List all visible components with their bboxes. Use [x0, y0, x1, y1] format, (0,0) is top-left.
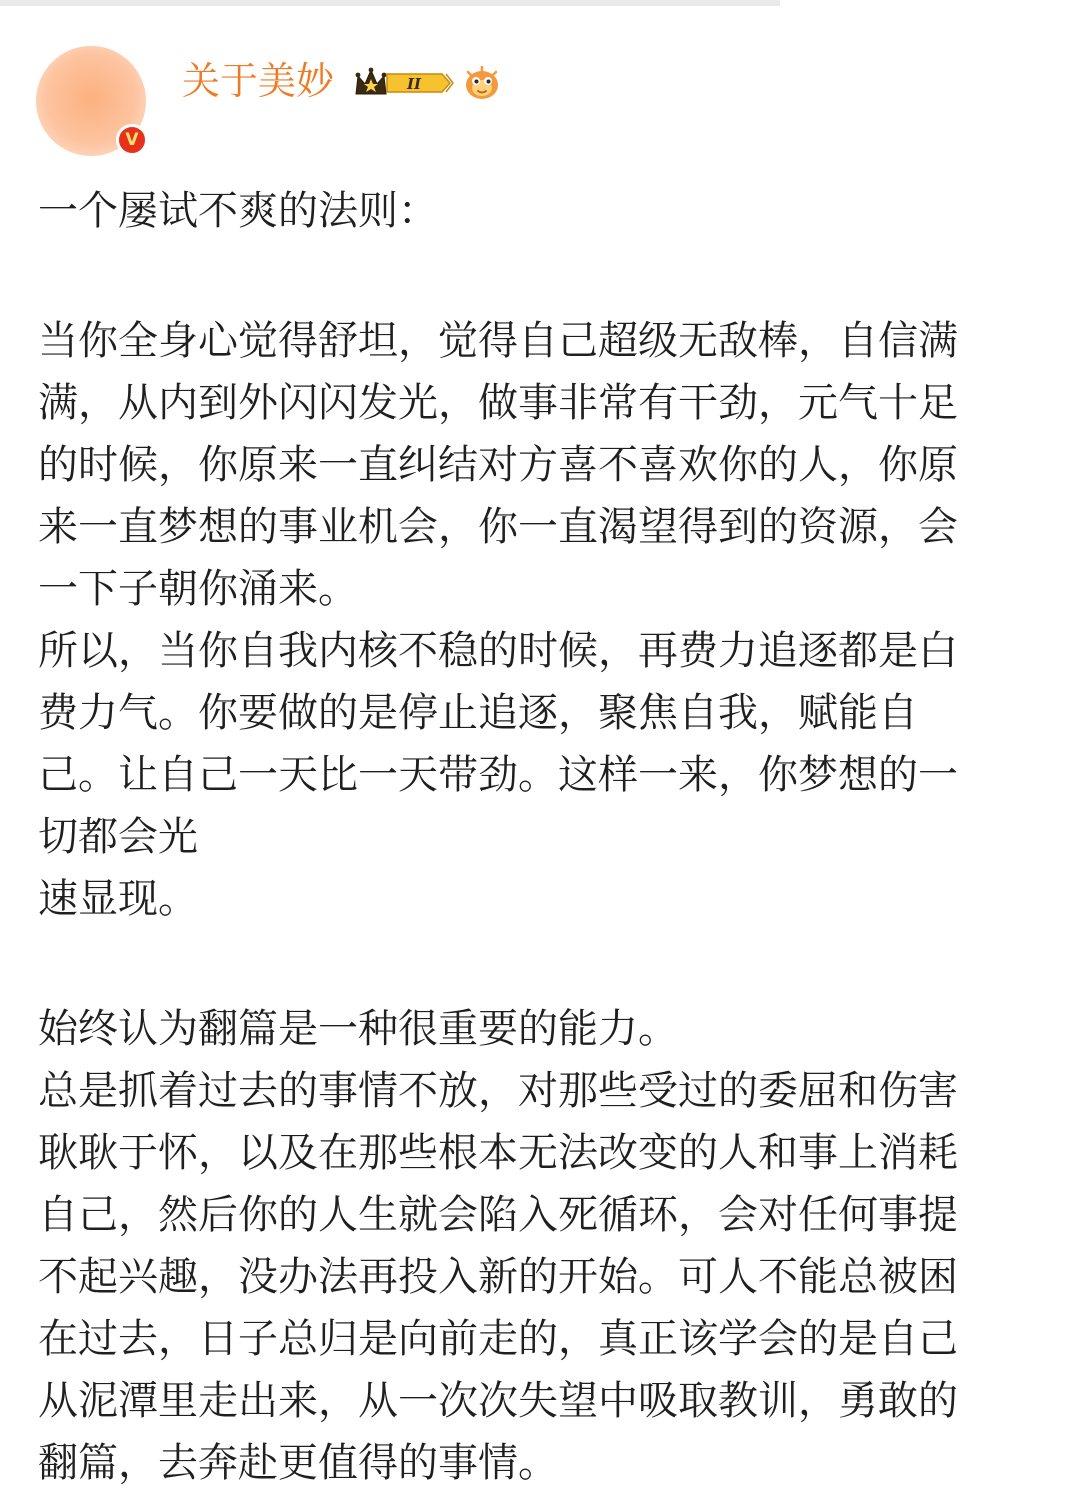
verified-icon: V — [116, 124, 148, 156]
paragraph-line: 不起兴趣，没办法再投入新的开始。可人不能总被困 — [38, 1254, 958, 1300]
paragraph-line: 总是抓着过去的事情不放，对那些受过的委屈和伤害 — [38, 1068, 958, 1114]
paragraph-line: 所以，当你自我内核不稳的时候，再费力追逐都是白 — [38, 628, 958, 674]
post-content — [38, 180, 1028, 1494]
paragraph-line: 始终认为翻篇是一种很重要的能力。 — [38, 1006, 678, 1052]
paragraph-line: 一下子朝你涌来。 — [38, 566, 358, 612]
post-header — [36, 42, 1036, 162]
username[interactable]: 关于美妙 — [182, 59, 335, 103]
paragraph-line: 来一直梦想的事业机会，你一直渴望得到的资源，会 — [38, 504, 958, 550]
paragraph-line: 的时候，你原来一直纠结对方喜不喜欢你的人，你原 — [38, 442, 958, 488]
paragraph-line: 自己，然后你的人生就会陷入死循环，会对任何事提 — [38, 1192, 958, 1238]
paragraph-line: 当你全身心觉得舒坦，觉得自己超级无敌棒，自信满 — [38, 318, 958, 364]
fish-icon[interactable] — [460, 64, 504, 102]
paragraph-line: 己。让自己一天比一天带劲。这样一来，你梦想的一 — [38, 752, 958, 798]
post-heading: 一个屡试不爽的法则： — [38, 188, 438, 234]
paragraph-line: 费力气。你要做的是停止追逐，聚焦自我，赋能自 — [38, 690, 918, 736]
paragraph-line: 在过去，日子总归是向前走的，真正该学会的是自己 — [38, 1316, 958, 1362]
top-divider — [0, 0, 780, 6]
paragraph-line: 翻篇，去奔赴更值得的事情。 — [38, 1440, 558, 1486]
paragraph-line: 速显现。 — [38, 876, 198, 922]
paragraph-line: 耿耿于怀，以及在那些根本无法改变的人和事上消耗 — [38, 1130, 958, 1176]
paragraph-line: 切都会光 — [38, 814, 198, 860]
paragraph-line: 满，从内到外闪闪发光，做事非常有干劲，元气十足 — [38, 380, 958, 426]
crown-icon[interactable] — [354, 66, 454, 100]
level-badge-label: II — [406, 75, 422, 93]
paragraph-line: 从泥潭里走出来，从一次次失望中吸取教训，勇敢的 — [38, 1378, 958, 1424]
